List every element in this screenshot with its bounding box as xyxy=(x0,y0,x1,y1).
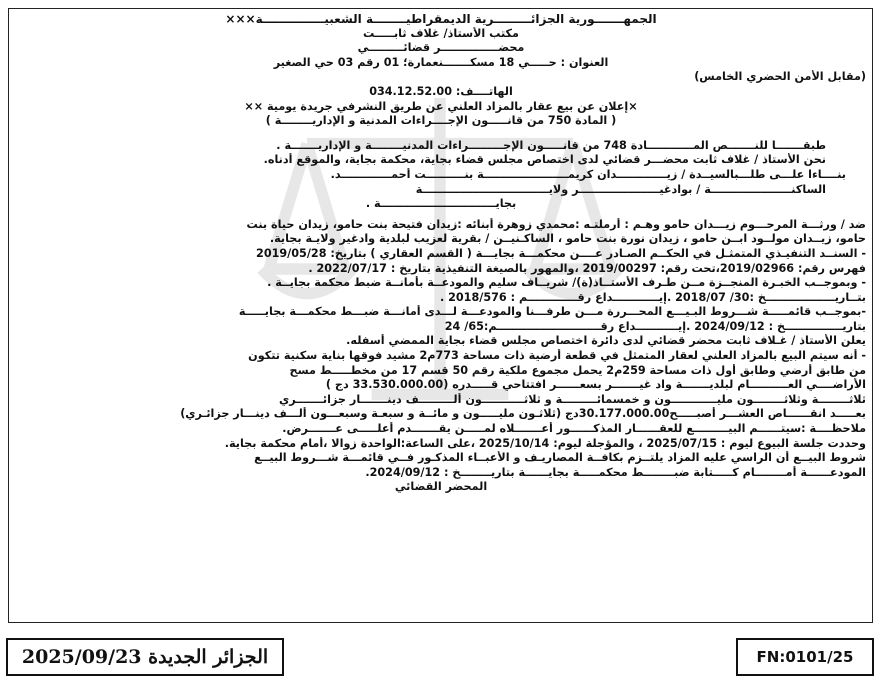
body-line: - السنــد التنفيـذي المتمثـل في الحكــم الصـادر عــــن محكمـــة بجايـــة ( القسم العقاري ) بتاريخ: 2019/05/28 xyxy=(256,246,866,260)
notice-document xyxy=(16,12,866,617)
body-line: بتاريـــــــــــــــخ : 2024/09/12 .إيـــــــــــداع رقـــــــــــــــــــــــــــم:65/ 24 xyxy=(444,319,866,333)
body-line: ثلاثــــــــة وثلاثــــــــون مليــــــــــــون و خمسمائـــــــــة و ثلاثـــــــــــون ألـــــــــف دينـــــــار جزائـــــــري xyxy=(278,392,866,406)
body-line: من طابق أرضي وطابق أول ذات مساحة 259م2 يحمل مجموع ملكية رقم 50 قسم 17 من مخطـــــط مسح xyxy=(289,363,866,377)
body-line: الساكنـــــــــــــــــــــة / بوادغيـــــــــــــــــــــر ولايـــــــــــــــــــــــــــــــــة xyxy=(415,182,826,196)
body-line: بعـــــد انقــــــاص العشـــر أصبـــــح30.177.000.00دج (ثلاثـون مليـــــون و مائــة و سبعـة وسبعـــون ألـــف دينـــار جزائـري) xyxy=(180,407,866,421)
notice-title: ×إعلان عن بيع عقار بالمزاد العلني عن طريق النشرفي جريدة يومية ×× xyxy=(244,99,638,113)
body-line: ضد / ورثـــة المرحـــوم زيـــدان حامو وهـم : أرملتـه :محمدي زوهرة أبنائه :زيدان فتيحة بنت حامو، زيدان حياة بنت xyxy=(246,217,866,231)
body-line: نحن الأستاذ / غلاف ثابت محضـــر قضائي لدى اختصاص مجلس قضاء بجاية، محكمة بجاية، والموقع أدناه. xyxy=(263,153,826,167)
body-line: طبقـــــــا للنـــــــص المــــــــــــادة 748 من قانـــــون الإجـــــــــراءات المدنيــــــــة و الإداريـــــــة . xyxy=(276,138,826,152)
body-line: الأراضــــي العــــــــــام لبلديـــــــة واد غيـــــــر بسعــــــر افتتاحي قـــــدره (33.530.000.00 دج ) xyxy=(325,378,866,392)
body-line: - وبموجــب الخبـرة المنجــزة مــن طـرف الأستــاذ(ة)/ شريــاف سليم والمودعــة بأمانــة ضبط محكمة بجايــة . xyxy=(267,276,866,290)
body-line: - أنه سيتم البيع بالمزاد العلني لعقار المتمثل في قطعة أرضية ذات مساحة 773م2 مشيد فوقها بناية سكنية تتكون xyxy=(248,349,866,363)
body-line: يعلن الأستاذ / غـلاف ثابت محضر قضائي لدى دائرة اختصاص مجلس قضاء بجاية الممضي أسفله. xyxy=(346,334,866,348)
office-address: العنوان : حـــــي 18 مسكـــــــنعمارة؛ 01 رقم 03 حي الصغير xyxy=(273,55,609,69)
body-line: وحددت جلسة البيوع ليوم : 2025/07/15 ، والمؤجلة ليوم: 2025/10/14 ،على الساعة:الواحدة زوالا ،أمام محكمة بجاية. xyxy=(224,436,866,450)
body-line: المودعــــــة أمــــــــام كـــــتابة ضبــــــــط محكمـــــة بجايــــــة بتاريــــــــخ : 2024/09/12. xyxy=(365,465,866,479)
body-line: حامو، زيــدان مولــود ابــن حامو ، زيدان نورة بنت حامو ، الساكـنيــن / بقرية لعزيب لبلدية وادغير ولايـة بجاية. xyxy=(269,232,866,246)
document-title: محضـــــــــــــــر قضائـــــــــي xyxy=(357,41,525,55)
body-line: بجايــــــــــــــــــــــــــــــة . xyxy=(365,197,517,211)
address-landmark: (مقابل الأمن الحضري الخامس) xyxy=(694,70,866,84)
office-name: مكتب الأستاذ/ غلاف ثابـــــت xyxy=(363,26,519,40)
article-reference: ( المادة 750 من قانـــــون الإجــــراءات المدنية و الإداريــــــــة ) xyxy=(265,114,617,128)
fn-code: FN:0101/25 xyxy=(756,648,854,666)
body-line: فهرس رقم: 2019/02966،تحت رقم: 2019/00297 ،والمهور بالصيغة التنفيذية بتاريخ : 2022/07/17 . xyxy=(308,261,866,275)
body-line: ملاحظــــة :سيتــــــم البيـــــــــع للعقــــــار المذكــــــور أعـــــــلاه لمـــــن يقـــــــدم أعلـــــى عـــــــرض. xyxy=(282,422,866,436)
newspaper-date: الجزائر الجديدة 2025/09/23 xyxy=(21,646,269,668)
body-line: شروط البيــع أن الراسي عليه المزاد يلتــزم بكافــة المصاريـف و الأعبــاء المذكـور فــي قائمـــة شـــروط البيــع xyxy=(254,451,866,465)
body-line: -بموجــب قائمـــــة شـــروط البـيـــع المحـــررة مـــن طرفـــنا والمودعـــة لـــدى أمانـــة ضبـــط محكمـــة بجايـــــة xyxy=(238,305,866,319)
republic-heading: الجمهـــــــورية الجزائـــــــــرية الديمقراطيــــــــة الشعبيـــــــــــــــة××× xyxy=(225,12,657,26)
closing-signature: المحضر القضائي xyxy=(394,480,488,494)
office-phone: الهاتــــف: 034.12.52.00 xyxy=(369,84,513,98)
newspaper-date-box xyxy=(6,638,284,676)
body-line: بتــاريــــــــــــــــــخ :30/ 2018/07 .إيــــــــــــداع رقـــــــــــــم : 2018/576 . xyxy=(439,290,866,304)
body-line: بنــــاءا علـــى طلـــبالسيــدة / زيـــــــــــــدان كريمــــــــــــــــــــــة بنــــــــــت أحمـــــــــــــد. xyxy=(330,167,846,181)
fn-code-box xyxy=(736,638,874,676)
